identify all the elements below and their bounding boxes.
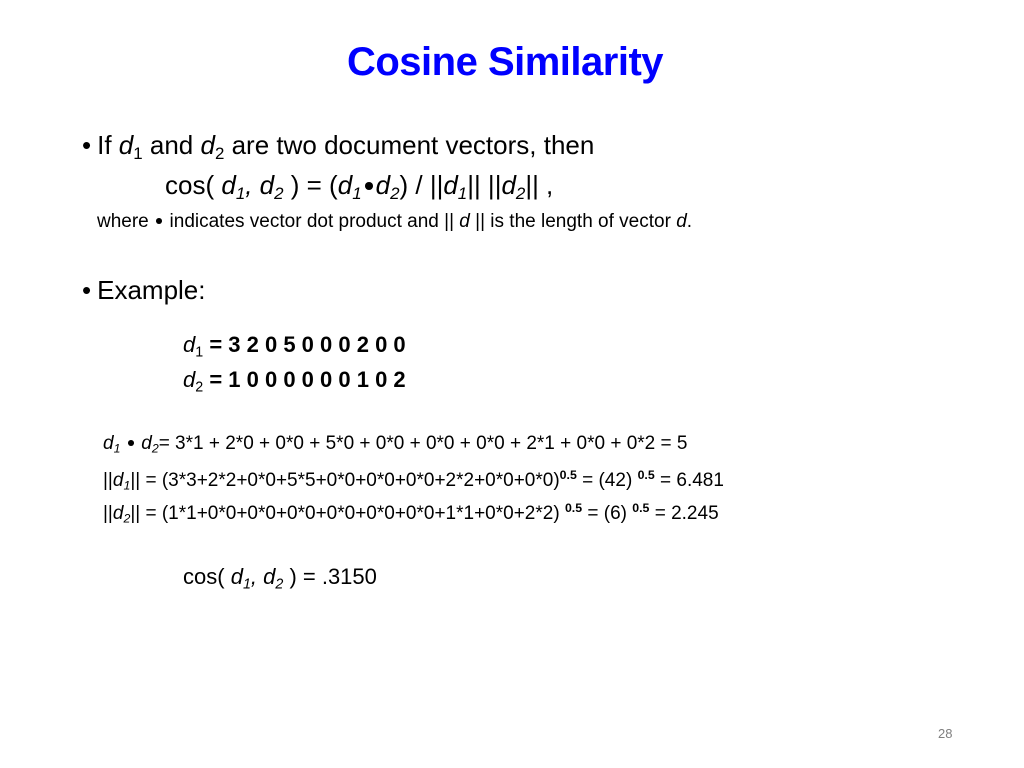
norm-d2-calculation: $||d_2|| = (1*1+0*0+0*0+0*0+0*0+0*0+0*0+1*1+0*0+2*2) ^{0.5} = (6) ^{0.5} = 2.245$ <box>103 501 719 526</box>
cosine-result: cos( $d_1$, $d_2$ ) = .3150 <box>183 564 377 593</box>
vector-d2: $d_2 = 1$ 0 0 0 0 0 0 1 0 2 <box>183 367 406 396</box>
dot-product-icon <box>156 218 162 224</box>
slide-title: Cosine Similarity <box>346 40 664 84</box>
page-number: 28 <box>938 726 953 741</box>
bullet-definition: • If $d_1$ and $d_2$ are two document vectors, then <box>82 130 595 164</box>
bullet-icon: • <box>82 130 92 160</box>
cosine-formula: cos( $d_1$, $d_2$ ) = ($d_1$ $d_2) / ||d_1||$ $||d_2||$ , <box>165 170 554 204</box>
dot-product-icon <box>365 182 373 190</box>
dot-product-calculation: $d_1$ $d_2= 3*1 + 2*0 + 0*0 + 5*0 + 0*0 + 0*0 + 0*0 + 2*1 + 0*0 + 0*2 = 5$ <box>103 433 688 456</box>
where-explanation: where indicates vector dot product and || d || is the length of vector d. <box>97 211 693 232</box>
bullet-example: • Example: <box>82 275 206 305</box>
dot-product-icon <box>128 440 134 446</box>
norm-d1-calculation: $||d_1|| = (3*3+2*2+0*0+5*5+0*0+0*0+0*0+2*2+0*0+0*0)^{0.5} = (42) ^{0.5} = 6.481$ <box>103 468 724 493</box>
vector-d1: $d_1 = 3$ 2 0 5 0 0 0 2 0 0 <box>183 332 406 361</box>
bullet-icon: • <box>82 275 92 305</box>
